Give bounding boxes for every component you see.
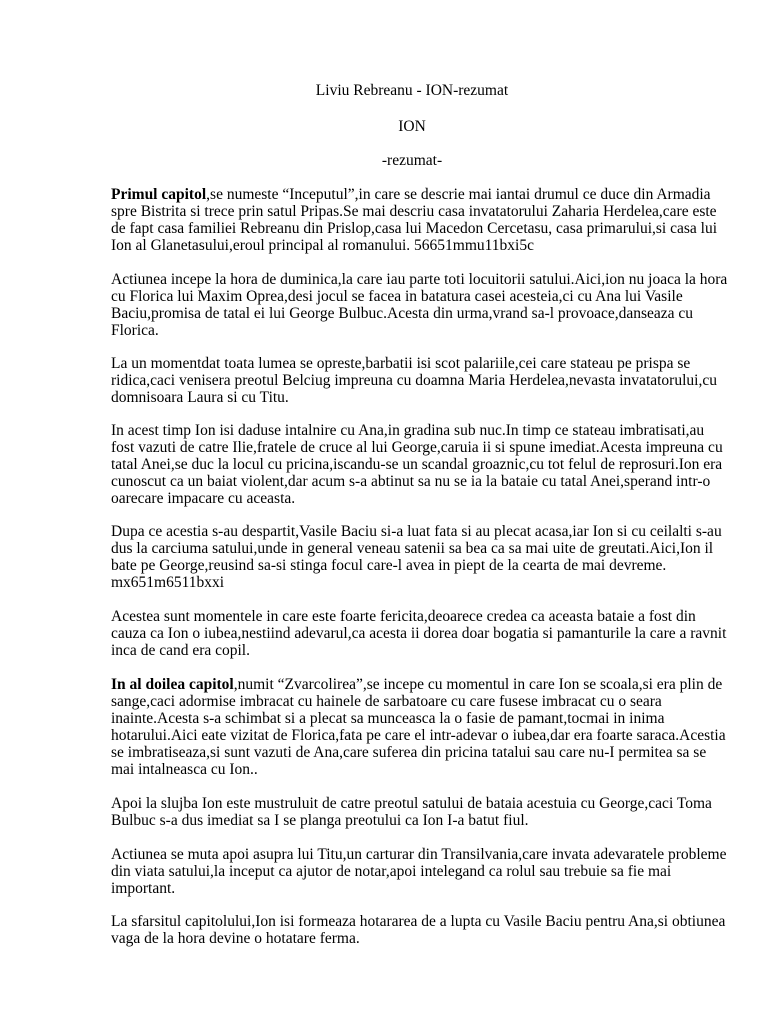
paragraph-text: ,numit “Zvarcolirea”,se incepe cu momentul in care Ion se scoala,si era plin de sange,caci adormise imbracat cu hainele de sarbatoare cu care fusese imbracat cu o seara inainte.Acesta s-a schimbat si a plecat sa munceasca la o fasie de pamant,tocmai in inima hotarului.Aici eate vizitat de Florica,fata pe care el intr-adevar o iubea,dar era foarte saraca.Acestia se imbratiseaza,si sunt vazuti de Ana,care suferea din pricina tatalui sau care nu-I permitea sa se mai intalneasca cu Ion.. [111,676,726,778]
paragraph-lead: In al doilea capitol [111,676,234,693]
paragraph-text: Dupa ce acestia s-au despartit,Vasile Baciu si-a luat fata si au plecat acasa,iar Ion si cu ceilalti s-au dus la carciuma satului,unde in general veneau satenii sa bea ca sa mai uite de greutati.Aici,Ion il bate pe George,reusind sa-si stinga focul care-l avea in piept de la cearta de mai devreme. mx651m6511bxxi [111,523,722,591]
paragraph-text: In acest timp Ion isi daduse intalnire cu Ana,in gradina sub nuc.In timp ce stateau imbratisati,au fost vazuti de catre Ilie,fratele de cruce al lui George,caruia ii si spune imediat.Acesta impreuna cu tatal Anei,se duc la locul cu pricina,iscandu-se un scandal groaznic,cu tot felul de reprosuri.Ion era cunoscut ca un baiat violent,dar acum s-a abtinut sa nu se ia la bataie cu tatal Anei,sperand intr-o oarecare impacare cu aceasta. [111,422,723,507]
paragraph-6 [111,608,731,659]
paragraph-9 [111,846,731,897]
paragraph-5 [111,523,731,591]
paragraph-text: La un momentdat toata lumea se opreste,barbatii isi scot palariile,cei care stateau pe prispa se ridica,caci venisera preotul Belciug impreuna cu doamna Maria Herdelea,nevasta invatatorului,cu domnisoara Laura si cu Titu. [111,355,717,406]
paragraph-text: Acestea sunt momentele in care este foarte fericita,deoarece credea ca aceasta bataie a fost din cauza ca Ion o iubea,nestiind adevarul,ca acesta ii dorea doar bogatia si pamanturile la care a ravnit inca de cand era copil. [111,608,727,659]
paragraph-lead: Primul capitol [111,186,207,203]
paragraph-text: Actiunea incepe la hora de duminica,la care iau parte toti locuitorii satului.Aici,ion nu joaca la hora cu Florica lui Maxim Oprea,desi jocul se facea in batatura casei acesteia,ci cu Ana lui Vasile Baciu,promisa de tatal ei lui George Bulbuc.Acesta din urma,vrand sa-l provoace,danseaza cu Florica. [111,271,728,339]
document-subtitle: ION [398,118,426,135]
paragraph-text: Actiunea se muta apoi asupra lui Titu,un carturar din Transilvania,care invata adevaratele probleme din viata satului,la inceput ca ajutor de notar,apoi intelegand ca rolul sau trebuie sa fie mai important. [111,846,727,897]
paragraph-2 [111,271,731,339]
paragraph-1 [111,186,731,254]
paragraph-text: La sfarsitul capitolului,Ion isi formeaza hotararea de a lupta cu Vasile Baciu pentru Ana,si obtiunea vaga de la hora devine o hotatare ferma. [111,913,726,947]
paragraph-3 [111,355,731,406]
document-tag: -rezumat- [381,152,443,169]
paragraph-4 [111,422,731,507]
paragraph-text: ,se numeste “Inceputul”,in care se descrie mai iantai drumul ce duce din Armadia spre Bistrita si trece prin satul Pripas.Se mai descriu casa invatatorului Zaharia Herdelea,care este de fapt casa familiei Rebreanu din Prislop,casa lui Macedon Cercetasu, casa primarului,si casa lui Ion al Glanetasului,eroul principal al romanului. 56651mmu11bxi5c [111,186,718,254]
paragraph-10 [111,913,731,947]
paragraph-8 [111,795,731,829]
document-title: Liviu Rebreanu - ION-rezumat [315,82,509,99]
paragraph-text: Apoi la slujba Ion este mustruluit de catre preotul satului de bataia acestuia cu George,caci Toma Bulbuc s-a dus imediat sa I se planga preotului ca Ion I-a batut fiul. [111,795,712,829]
paragraph-7 [111,676,731,778]
